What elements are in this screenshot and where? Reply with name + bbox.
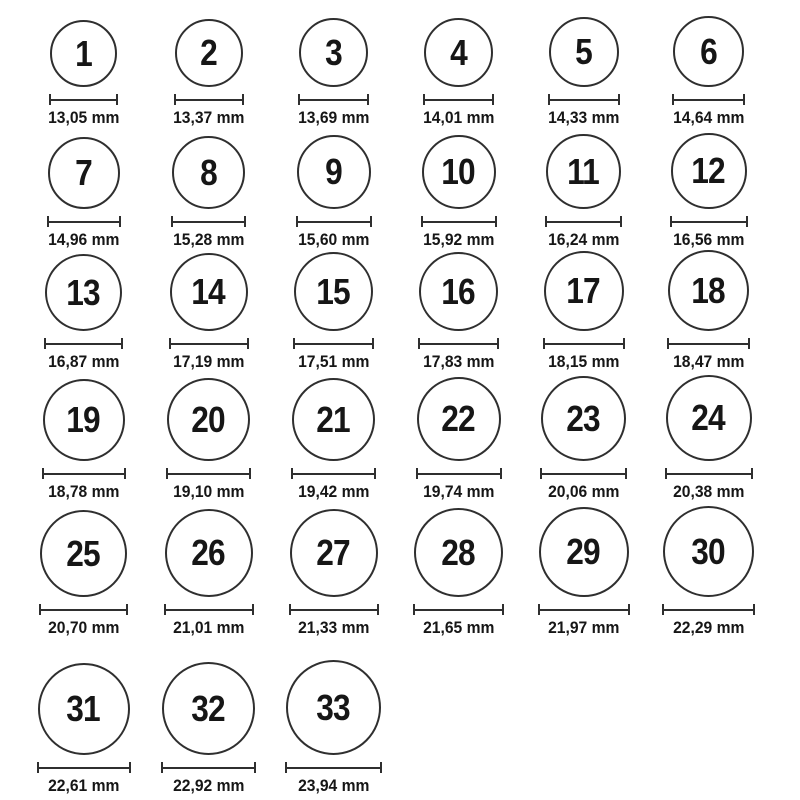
ring-size-number: 6 [700, 30, 717, 72]
diameter-measure-line [161, 762, 256, 773]
diameter-measure-line [662, 604, 755, 615]
ring-circle [290, 509, 378, 597]
ring-size-row [0, 639, 800, 797]
diameter-measure-line [166, 468, 251, 479]
diameter-measure-line [174, 94, 244, 105]
diameter-measure-line [548, 94, 620, 105]
ring-size-number: 13 [66, 271, 101, 313]
diameter-measure-line [291, 468, 376, 479]
diameter-measure-line [171, 216, 246, 227]
ring-size-number: 16 [441, 270, 476, 312]
diameter-measure-line [543, 338, 625, 349]
diameter-measure-line [44, 338, 123, 349]
ring-size-number: 1 [75, 32, 92, 74]
ring-circle [549, 17, 619, 87]
diameter-measure-line [169, 338, 249, 349]
ring-size-cell [146, 253, 271, 373]
ring-circle [48, 137, 120, 209]
ring-circle [40, 510, 127, 597]
ring-size-cell [146, 509, 271, 639]
diameter-measure-line [423, 94, 494, 105]
ring-size-number: 32 [191, 687, 226, 729]
ring-size-cell [21, 137, 146, 251]
ring-size-cell [271, 378, 396, 503]
ring-size-row [0, 0, 800, 129]
diameter-measure-line [538, 604, 630, 615]
ring-size-cell [271, 252, 396, 373]
ring-size-row [0, 373, 800, 503]
ring-size-number: 24 [691, 397, 726, 438]
ring-size-number: 21 [316, 398, 351, 440]
ring-circle [666, 375, 752, 461]
diameter-measure-line [670, 216, 748, 227]
ring-size-cell [21, 663, 146, 797]
diameter-label: 13,69 mm [297, 108, 370, 127]
ring-size-number: 11 [567, 150, 600, 192]
diameter-measure-line [421, 216, 497, 227]
ring-circle [544, 251, 624, 331]
ring-circle [424, 18, 493, 87]
ring-size-number: 29 [566, 531, 601, 572]
ring-circle [165, 509, 253, 597]
ring-circle [38, 663, 130, 755]
ring-size-number: 30 [691, 530, 726, 572]
diameter-measure-line [293, 338, 374, 349]
diameter-label: 14,33 mm [547, 108, 620, 127]
ring-size-cell [271, 135, 396, 251]
diameter-label: 20,70 mm [47, 618, 120, 637]
ring-size-number: 3 [325, 31, 342, 73]
diameter-label: 14,01 mm [422, 108, 495, 127]
diameter-label: 15,28 mm [172, 230, 245, 249]
ring-size-cell [521, 134, 646, 251]
diameter-label: 14,96 mm [47, 230, 120, 249]
diameter-measure-line [672, 94, 745, 105]
ring-size-number: 20 [191, 398, 226, 440]
ring-size-number: 5 [575, 31, 592, 72]
diameter-label: 17,83 mm [422, 352, 495, 371]
ring-circle [162, 662, 255, 755]
ring-size-cell [396, 508, 521, 639]
ring-size-cell [521, 507, 646, 639]
diameter-label: 21,97 mm [547, 618, 620, 637]
ring-size-number: 22 [441, 398, 476, 439]
ring-size-cell [521, 251, 646, 373]
diameter-measure-line [296, 216, 372, 227]
ring-size-row [0, 503, 800, 639]
ring-size-row [0, 129, 800, 251]
diameter-label: 20,06 mm [547, 482, 620, 501]
ring-circle [668, 250, 749, 331]
ring-size-cell [21, 254, 146, 373]
ring-circle [45, 254, 122, 331]
diameter-label: 19,10 mm [172, 482, 245, 501]
diameter-measure-line [37, 762, 131, 773]
ring-size-cell [521, 17, 646, 129]
ring-size-cell [646, 133, 771, 251]
diameter-measure-line [413, 604, 504, 615]
diameter-measure-line [667, 338, 750, 349]
diameter-label: 13,05 mm [47, 108, 120, 127]
diameter-label: 16,24 mm [547, 230, 620, 249]
ring-size-number: 19 [66, 399, 101, 440]
ring-size-number: 7 [75, 152, 92, 193]
ring-size-cell [396, 135, 521, 251]
ring-size-cell [21, 379, 146, 503]
ring-size-cell [396, 252, 521, 373]
diameter-label: 14,64 mm [672, 108, 745, 127]
ring-size-cell [21, 20, 146, 129]
diameter-label: 17,51 mm [297, 352, 370, 371]
ring-circle [419, 252, 498, 331]
ring-circle [50, 20, 117, 87]
ring-circle [167, 378, 250, 461]
ring-circle [175, 19, 243, 87]
ring-size-cell [146, 378, 271, 503]
ring-size-cell [646, 250, 771, 373]
diameter-label: 15,60 mm [297, 230, 370, 249]
diameter-measure-line [42, 468, 126, 479]
ring-circle [414, 508, 503, 597]
diameter-measure-line [285, 762, 382, 773]
ring-size-cell [646, 16, 771, 129]
ring-size-number: 18 [691, 269, 726, 311]
diameter-measure-line [665, 468, 753, 479]
diameter-label: 13,37 mm [172, 108, 245, 127]
diameter-measure-line [418, 338, 499, 349]
ring-size-number: 2 [200, 32, 217, 73]
ring-size-number: 17 [566, 270, 601, 311]
ring-size-cell [146, 662, 271, 797]
ring-circle [546, 134, 621, 209]
ring-circle [286, 660, 381, 755]
ring-size-cell [521, 376, 646, 503]
diameter-label: 19,42 mm [297, 482, 370, 501]
diameter-measure-line [540, 468, 627, 479]
diameter-label: 21,33 mm [297, 618, 370, 637]
diameter-measure-line [47, 216, 121, 227]
diameter-label: 15,92 mm [422, 230, 495, 249]
diameter-measure-line [416, 468, 502, 479]
diameter-label: 19,74 mm [422, 482, 495, 501]
ring-size-cell [396, 18, 521, 129]
ring-size-cell [146, 19, 271, 129]
ring-circle [663, 506, 754, 597]
ring-size-cell [21, 510, 146, 639]
ring-circle [539, 507, 629, 597]
ring-size-row [0, 251, 800, 373]
diameter-measure-line [164, 604, 254, 615]
ring-size-number: 33 [316, 686, 351, 728]
ring-circle [43, 379, 125, 461]
diameter-label: 18,15 mm [547, 352, 620, 371]
ring-size-cell [396, 377, 521, 503]
ring-circle [297, 135, 371, 209]
ring-size-cell [646, 506, 771, 639]
diameter-label: 17,19 mm [172, 352, 245, 371]
ring-size-cell [271, 18, 396, 129]
ring-size-number: 4 [450, 31, 467, 73]
diameter-measure-line [545, 216, 622, 227]
diameter-label: 22,61 mm [47, 776, 120, 795]
diameter-label: 16,87 mm [47, 352, 120, 371]
ring-size-number: 12 [691, 150, 726, 191]
diameter-label: 22,92 mm [172, 776, 245, 795]
diameter-label: 21,01 mm [172, 618, 245, 637]
diameter-label: 21,65 mm [422, 618, 495, 637]
ring-size-number: 15 [316, 270, 351, 312]
diameter-label: 20,38 mm [672, 482, 745, 501]
diameter-label: 23,94 mm [297, 776, 370, 795]
ring-circle [172, 136, 245, 209]
ring-circle [541, 376, 626, 461]
ring-size-number: 25 [66, 532, 101, 574]
ring-circle [292, 378, 375, 461]
ring-circle [170, 253, 248, 331]
ring-circle [294, 252, 373, 331]
diameter-label: 18,47 mm [672, 352, 745, 371]
ring-circle [673, 16, 744, 87]
diameter-measure-line [298, 94, 369, 105]
ring-size-number: 31 [66, 688, 101, 729]
ring-size-number: 8 [200, 151, 217, 193]
ring-size-cell [146, 136, 271, 251]
ring-size-cell [271, 660, 396, 797]
ring-circle [299, 18, 368, 87]
ring-circle [671, 133, 747, 209]
diameter-measure-line [49, 94, 118, 105]
diameter-label: 16,56 mm [672, 230, 745, 249]
diameter-label: 22,29 mm [672, 618, 745, 637]
ring-size-number: 23 [566, 397, 601, 439]
ring-circle [422, 135, 496, 209]
ring-size-cell [646, 375, 771, 503]
ring-size-number: 28 [441, 531, 476, 573]
ring-size-number: 27 [316, 532, 351, 573]
ring-size-number: 26 [191, 532, 226, 573]
ring-size-cell [271, 509, 396, 639]
ring-size-number: 14 [191, 271, 226, 312]
ring-size-number: 10 [441, 151, 476, 192]
diameter-measure-line [39, 604, 128, 615]
diameter-label: 18,78 mm [47, 482, 120, 501]
ring-circle [417, 377, 501, 461]
ring-size-number: 9 [325, 151, 342, 192]
diameter-measure-line [289, 604, 379, 615]
